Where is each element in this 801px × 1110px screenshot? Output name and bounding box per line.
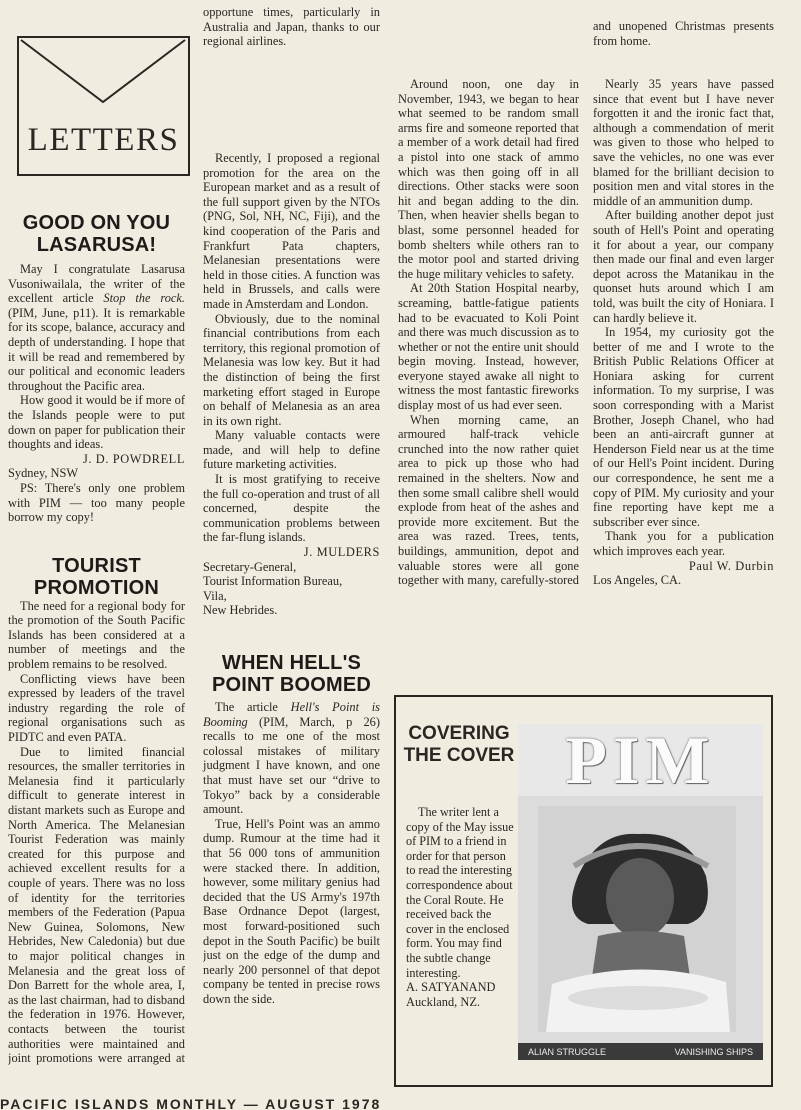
letter3-paragraph: Nearly 35 years have passed since that event but I have never forgotten it and the ironic fact that, although a commendation of merit was given to those who helped to save the vehicles, no one was ever blamed for the brilliant decision to position men and vital stores in the middle of an ammunition dump. (593, 77, 774, 208)
section-label: LETTERS (27, 122, 180, 158)
letter3-paragraph-part1: True, Hell's Point was an ammo dump. Rumour at the time had it that 56 000 tons of ammunition were stacked there. In addition, however, some military genius had decided that the US Army's 197th Base Ordnance Depot (largest, most forward-positioned such depot in the South Pacific) be built just on the edge of the dump and nearly 200 personnel of that depot company be tented in precise rows down the side. (203, 816, 380, 1006)
letter2-paragraph: Conflicting views have been expressed by leaders of the travel industry regarding the role of regional organisations such as PIDTC and even PATA. (8, 671, 185, 745)
cover-feature-box (394, 695, 773, 1087)
letter3-paragraph: After building another depot just south of Hell's Point and operating it for about a year, our company then made our final and even larger depot across the Matanikau in the quonset huts around which I am told, was built the city of Honiara. I can hardly believe it. (593, 208, 774, 325)
letter2-title: New Hebrides. (203, 603, 278, 618)
letter3-paragraph: Thank you for a publication which improves each year. (593, 529, 774, 558)
letter2-title: Secretary-General, (203, 559, 297, 574)
letter1-signature: J. D. POWDRELL (82, 451, 185, 466)
cover-text (406, 805, 514, 1009)
letter2-paragraph-part1: Due to limited financial resources, the smaller territories in Melanesia find it particularly difficult to generate interest in distant markets such as Europe and North America. The Melanesian Tourist Federation was mainly created for this purpose and achieved excellent results for a couple of years. There was no loss of identity for the territories members of the Federation (Papua New Guinea, Solomons, New Hebrides, New Caledonia) but due to major political changes in Melanesia and the great loss of Don Barrett for the whole area, I, as the last chairman, had to disband the federation in 1976. However, contacts between the tourist authorities were maintained and joint promotions were arranged at (8, 744, 185, 1066)
letter3-paragraph: Around noon, one day in November, 1943, we began to hear what seemed to be random small arms fire and someone reported that a member of a work detail had fired a pistol into one stack of ammo which was then going off in all directions. Other stacks were soon hit and began adding to the din. Then, when heavier shells began to blast, some personnel headed for bomb shelters while others ran to the motor pool and started driving the huge military vehicles to safety. (398, 77, 579, 281)
letter3-signature: Paul W. Durbin (688, 558, 774, 573)
letter2-title: Tourist Information Bureau, (203, 574, 343, 589)
letter3-location: Los Angeles, CA. (593, 573, 682, 588)
letter3-paragraph-part1: When morning came, an armoured half-track vehicle crunched into the now rather quiet area to pick up those who had remained in the shelters. Now and then some small calibre shell would explode from heat of the ashes and provide more excitement. But the area was razed. Trees, tents, buildings, ammunition, depot and valuable stores were all gone together with many, carefully-stored (398, 412, 579, 588)
letter2-continued: opportune times, particularly in Australia and Japan, thanks to our regional airlines. (203, 5, 380, 49)
headline-hells-point: WHEN HELL'S POINT BOOMED (211, 652, 372, 696)
letter3-paragraph: At 20th Station Hospital nearby, screaming, battle-fatigue patients had to be evacuated to Koli Point and there was much discussion as to whether or not the entire unit should begin moving. Instead, however, everyone stayed awake all night to witness the most fantastic fireworks display most of us had ever seen. (398, 281, 579, 413)
headline-good-on-you: GOOD ON YOU LASARUSA! (22, 212, 171, 256)
cover-signature: A. SATYANAND (406, 980, 496, 995)
letter2-paragraph: The need for a regional body for the promotion of the South Pacific Islands has been considered at a number of meetings and the problem remains to be resolved. (8, 598, 185, 672)
magazine-masthead: PIM (518, 724, 763, 796)
magazine-cover-image (518, 724, 763, 1060)
letter3-paragraph: In 1954, my curiosity got the better of me and I wrote to the British Public Relations Officer at Honiara asking for current information. To my surprise, I was soon corresponding with a Marist Brother, Joseph Chanel, who had been an anti-aircraft gunner at Henderson Field near us at the time of our Hell's Point incident. During our correspondence, he sent me a copy of PIM. My curiosity and your fine reporting have kept me a subscriber ever since. (593, 325, 774, 529)
letter1-paragraph: How good it would be if more of the Islands people were to put down on paper for publication their thoughts and ideas. (8, 393, 185, 452)
letter1-location: Sydney, NSW (8, 466, 79, 481)
cover-paragraph: The writer lent a copy of the May issue of PIM to a friend in order for that person to read the interesting correspondence about the Coral Route. He received back the cover in the enclosed form. You may find the subtle change interesting. (406, 805, 514, 980)
letter2-paragraph: Obviously, due to the nominal financial contributions from each territory, this regional promotion of Melanesia was low key. But it had the distinction of being the first marketing effort staged in Europe on behalf of Melanesia as an area in its own right. (203, 311, 380, 428)
column-1 (8, 0, 185, 1066)
letter1-paragraph: May I congratulate Lasarusa Vusoniwailala, the writer of the excellent article Stop the rock. (PIM, June, p11). It is remarkable for its scope, balance, accuracy and depth of understanding. I hope that it will be read and remembered by our political and economic leaders throughout the Pacific area. (8, 262, 185, 393)
column-3 (398, 0, 579, 588)
page-footer: PACIFIC ISLANDS MONTHLY — AUGUST 1978 (0, 1096, 382, 1110)
letter2-paragraph: It is most gratifying to receive the full co-operation and trust of all concerned, despite the communication problems between the far-flung islands. (203, 472, 380, 545)
letter2-title: Vila, (203, 588, 227, 603)
letter3-continued (398, 19, 579, 77)
letter3-paragraph: The article Hell's Point is Booming (PIM, March, p 26) recalls to me one of the most colossal mistakes of military judgment I have known, and one that must have set our “drive to Tokyo” back by a considerable amount. (203, 700, 380, 817)
portrait-photo (538, 806, 736, 1032)
letter1-ps: PS: There's only one problem with PIM — too many people borrow my copy! (8, 480, 185, 525)
column-4 (593, 0, 774, 588)
magazine-bottom-bar: ALIAN STRUGGLE VANISHING SHIPS (518, 1043, 763, 1060)
letter2-paragraph: Recently, I proposed a regional promotion for the area on the European market and as a result of the full support given by the NTOs (PNG, Sol, NH, NC, Fiji), and the kind cooperation of the Paris and Frankfurt Pata chapters, Melanesian presentations were held in those cities. A function was held in Brussels, and calls were made in Amsterdam and London. (203, 151, 380, 311)
letter2-paragraph: Many valuable contacts were made, and will help to define future marketing activities. (203, 428, 380, 472)
column-2 (203, 0, 380, 1007)
headline-covering-the-cover: COVERING THE COVER (403, 723, 515, 766)
headline-tourist-promotion: TOURIST PROMOTION (33, 554, 160, 599)
letter2-signature: J. MULDERS (303, 545, 380, 560)
letter3-continued: and unopened Christmas presents from home. (593, 19, 774, 48)
cover-photo (538, 806, 736, 1032)
cover-location: Auckland, NZ. (406, 994, 480, 1009)
